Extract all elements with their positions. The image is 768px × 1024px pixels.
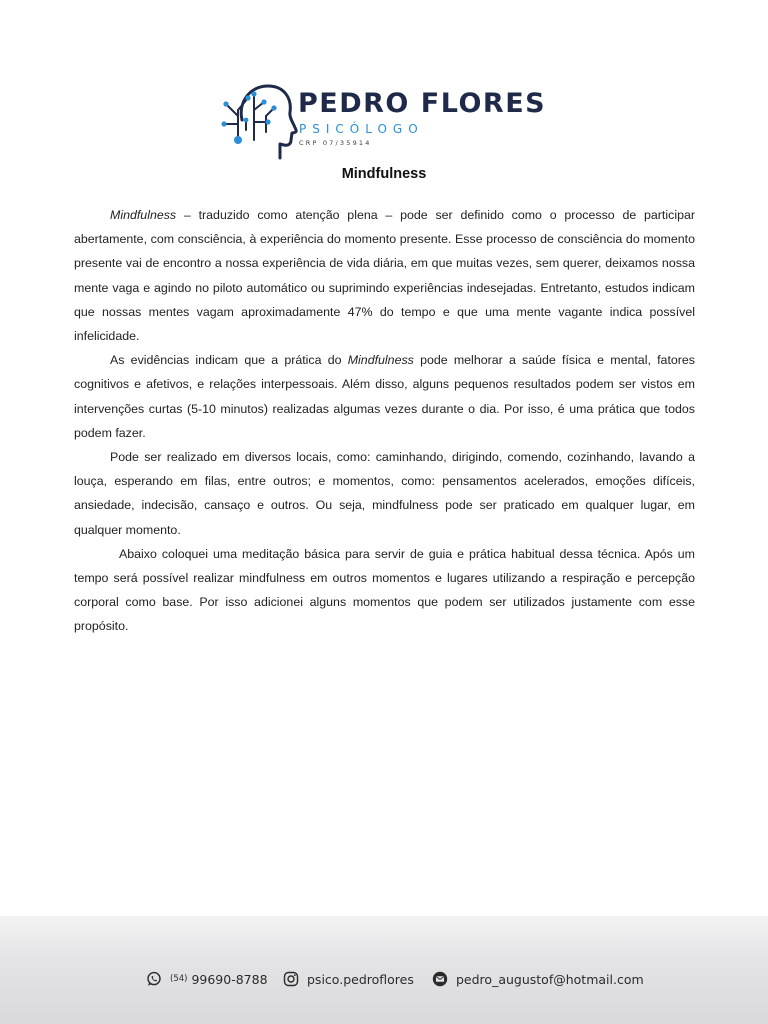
paragraph-text: As evidências indicam que a prática do [110,353,348,368]
footer-instagram [283,970,414,988]
phone-number: 99690-8788 [191,971,268,987]
paragraph-2 [74,348,695,445]
document-title: Mindfulness [341,166,427,182]
paragraph-text: pode melhorar a saúde física e mental, fatores cognitivos e afetivos, e relações interpessoais. Além disso, alguns pequenos resultados podem ser vistos em intervenções curtas (5-10 minutos) realizadas algumas vezes durante o dia. Por isso, é uma prática que todos podem fazer. [74,353,695,440]
paragraph-text: – traduzido como atenção plena – pode ser definido como o processo de participar abertamente, com consciência, à experiência do momento presente. Esse processo de consciência do momento presente vai de encontro a nossa experiência de vida diária, em que muitas vezes, sem querer, deixamos nossa mente vaga e agindo no piloto automático ou suprimindo experiências indesejadas. Entretanto, estudos indicam que nossas mentes vagam aproximadamente 47% do tempo e que uma mente vagante indica possível infelicidade. [74,208,695,344]
footer-phone [146,970,268,988]
term-emphasis: Mindfulness [347,353,414,368]
email-address: pedro_augustof@hotmail.com [456,971,644,987]
brand-name: PEDRO FLORES [298,88,547,119]
email-icon [432,971,448,987]
document-body [74,203,695,639]
whatsapp-icon [146,971,162,987]
paragraph-4: Abaixo coloquei uma meditação básica para servir de guia e prática habitual dessa técnica. Após um tempo será possível realizar mindfulness em outros momentos e lugares utilizando a respiração e percepção corporal como base. Por isso adicionei alguns momentos que podem ser utilizados justamente com esse propósito. [74,546,695,634]
footer-email [432,970,644,988]
brand-registration: CRP 07/35914 [299,139,372,147]
phone-area-code: (54) [170,974,188,984]
instagram-icon [283,971,299,987]
instagram-handle: psico.pedroflores [307,971,414,987]
paragraph-3: Pode ser realizado em diversos locais, como: caminhando, dirigindo, comendo, cozinhando, lavando a louça, esperando em filas, entre outros; e momentos, como: pensamentos acelerados, emoções difíceis, ansiedade, indecisão, cansaço e outros. Ou seja, mindfulness pode ser praticado em qualquer lugar, em qualquer momento. [74,450,695,537]
paragraph-1 [74,203,695,348]
brand-role: PSICÓLOGO [299,122,424,136]
footer-contact-bar [0,916,768,1024]
term-emphasis: Mindfulness [110,208,177,222]
brain-circuit-logo-icon [218,80,298,160]
header-logo [218,80,558,160]
